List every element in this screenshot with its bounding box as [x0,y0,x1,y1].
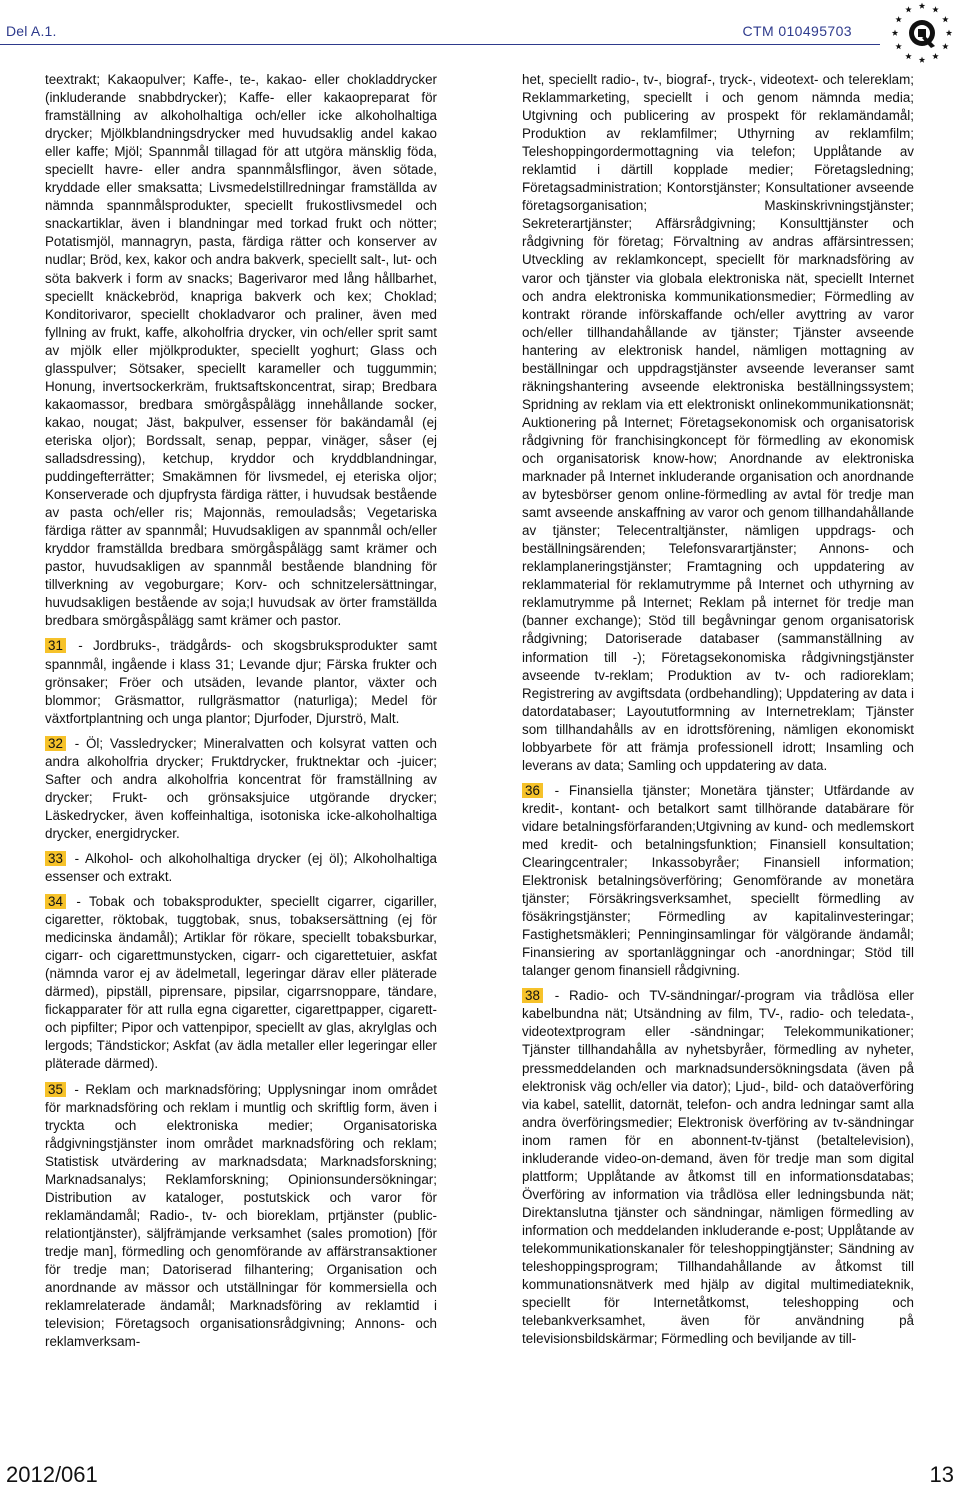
star-icon [895,16,901,22]
class-description: - Alkohol- och alkoholhaltiga drycker (ej öl); Alkoholhaltiga essenser och extrakt. [45,850,437,885]
class-description: - Tobak och tobaksprodukter, speciellt cigarrer, cigariller, cigaretter, röktobak, tuggtobak, snus, tobaksersättning (ej för medicinska ändamål); Artiklar för rökare, speciellt tobaksburkar, cigarr- och cigarettmunstycken, cigarr- och cigarettetuier, askfat (nämnda varor ej av ädelmetall, legeringar därav eller pläterade därmed), pipställ, piprensare, pipsilar, cigarrsnoppare, tändare, fickapparater för att rulla egna cigaretter, cigarettpapper, cigarett- och pipfilter; Pipor och vattenpipor, speciellt av glas, akrylglas och lergods; Tändstickor; Askfat (av ädla metaller eller legeringar eller pläterade därmed). [45,894,437,1072]
class-entry [45,1081,437,1352]
class-description: - Radio- och TV-sändningar/-program via trådlösa eller kabelbundna nät; Utsändning av film, TV-, radio- och teledata-, videotextprogram eller -sändningar; Telekommunikationer; Tjänster tillhandahålla av nyhetsbyråer, förmedling av nyheter, pressmeddelanden och marknadsundersökningsdata (även på elektronisk väg och/eller via dator); Ljud-, bild- och dataöverföring via kabel, satellit, datornät, telefon- och andra ledningar samt alla andra överföringsmedier; Elektronisk överföring av tv-sändningar inom ramen för en abonnent-tv-tjänst (betaltelevision), inkluderande video-on-demand, även för tredje man som digital plattform; Upplåtande av åtkomst till en informationsdatabas; Överföring av information via trådlösa eller ledningsbunda nät; Direktanslutna tjänster och sändningar, nämligen förmedling av information och meddelanden inkluderande e-post; Upplåtande av telekommunikationskanaler för teleshoppingtjänster; Sändning av teleshoppingsprogram; Tillhandahållande av åtkomst till kommunationsnätverk med hjälp av digital multimediateknik, speciellt för Internetåtkomst, teleshopping och telebankverksamhet, även för användning på televisionsbildskärmar; Förmedling och beviljande av till- [522,988,914,1347]
star-icon [919,57,925,63]
star-icon [946,30,952,36]
class-entry [522,987,914,1348]
star-icon [932,6,938,12]
class-number-badge: 35 [45,1082,66,1097]
class-entry [522,782,914,981]
class-description: - Reklam och marknadsföring; Upplysningar inom området för marknadsföring och reklam i muntlig och skriftlig form, även i tryckta och elektroniska medier; Organisatoriska rådgivningstjänster inom området marknadsföring och reklam; Statistisk utvärdering av marknadsdata; Marknadsforskning; Marknadsanalys; Reklamforskning; Opinionsundersökningar; Distribution av kataloger, postutskick och varor för reklamändamål; Radio-, tv- och bioreklam, prtjänster (public-relationtjänster), säljfrämjande verksamhet (sales promotion) [för tredje man], förmedling och genomförande av affärstransaktioner för tredje man; Datoriserad filhantering; Organisation och anordnande av mässor och utställningar för kommersiella och reklamrelaterade ändamål; Marknadsföring av reklamtid i television; Företagsoch organisationsrådgivning; Annons- och reklamverksam- [45,1081,437,1350]
class-number-badge: 33 [45,851,66,866]
eu-stars-oami-logo-icon [887,2,957,68]
star-icon [942,43,948,49]
left-column [45,71,437,1358]
class-entry [45,850,437,886]
class-entry [45,893,437,1073]
star-icon [942,16,948,22]
class-description: - Jordbruks-, trädgårds- och skogsbruksprodukter samt spannmål, ingående i klass 31; Levande djur; Färska frukter och grönsaker; Fröer och utsäden, levande plantor, växter och blommor; Gräsmattor, rullgräsmattor (naturliga); Medel för växtfortplantning och unga plantor; Djurfoder, Djurströ, Malt. [45,638,437,726]
star-icon [905,6,911,12]
footer-page-number: 13 [929,1462,954,1487]
class-entry [45,637,437,727]
class-number-badge: 31 [45,638,66,653]
star-icon [892,30,898,36]
class-number-badge: 36 [522,783,543,798]
class-number-badge: 34 [45,894,66,909]
header-part-label: Del A.1. [6,23,57,39]
oami-emblem-icon [909,20,935,48]
header-ctm-number: CTM 010495703 [742,23,852,39]
right-continuation-text: het, speciellt radio-, tv-, biograf-, tryck-, videotext- och telereklam; Reklammarketing, speciellt i och genom nämnda media; Utgivning och publicering av prospekt för reklamändamål; Produktion av reklamfilmer; Uthyrning av reklamfilm; Teleshoppingordermottagning via telefon; Upplåtande av reklamtid i därtill kopplade medier; Företagsledning; Företagsadministration; Kontorstjänster; Konsultationer avseende företagsorganisation; Maskinskrivningstjänster; Sekreterartjänster; Affärsrådgivning; Konsulttjänster och rådgivning för företag; Förvaltning av andras affärsintressen; Utveckling av reklamkoncept, speciellt för marknadsföring av varor och tjänster via globala elektroniska nät, speciellt Internet och andra elektroniska kommunikationsmedier; Förmedling av kontrakt rörande införskaffande och/eller avyttring av varor och/eller tillhandahållande av tjänster; Tjänster avseende hantering av elektronisk handel, nämligen mottagning av beställningar och uppdragstjänster avseende leveranser samt räkningshantering avseende elektroniska beställningssystem; Spridning av reklam via ett elektroniskt onlinekommunikationsnät; Auktionering på Internet; Företagsekonomisk och organisatorisk rådgivning för franchisingkoncept för förmedling av ekonomisk och organisatorisk know-how; Anordnande av elektroniska marknader på Internet inkluderande organisation och anordnande av bytesbörser genom online-förmedling av avtal för tredje man samt avseende anskaffning av varor och genom tillhandahållande av tjänster; Telecentraltjänster, nämligen uppdrags- och beställningsärenden; Telefonsvarartjänster; Annons- och reklamplaneringstjänster; Framtagning och uppdatering av reklammaterial för reklamutrymme på Internet och uthyrning av reklamutrymme på Internet; Reklam på internet för tredje man (banner exchange); Stöd till begåvningar genom organisatorisk rådgivning; Datoriserade databaser (sammanställning av information till -); Företagsekonomiska rådgivningstjänster avseende tv-reklam; Produktion av tv- och radioreklam; Registrering av avgiftsdata (ordbehandling); Uppdatering av data i datordatabaser; Layoututformning av Internetreklam; Tjänster som tillhandahålls av en idrottsförening, nämligen ekonomiskt lobbyarbete för att främja professionell idrott; Insamling och leverans av data; Samling och uppdatering av data. [522,72,914,773]
right-column [522,71,914,1355]
class-description: - Finansiella tjänster; Monetära tjänster; Utfärdande av kredit-, kontant- och betalkort samt tillhörande databärare för vidare betalningsförfaranden;Utgivning av kund- och medlemskort med kredit- och betalningsfunktion; Finansiell konsultation; Clearingcentraler; Inkassobyråer; Finansiell information; Elektronisk betalningsöverföring; Genomförande av monetära tjänster; Försäkringsverksamhet, speciellt förmedling av fösäkringstjänster; Förmedling av kapitalinvesteringar; Fastighetsmäkleri; Penninginsamlingar för välgörande ändamål; Finansiering av sportanläggningar och -anordningar; Stöd till talanger genom finansiell rådgivning. [522,782,914,979]
class-entry [45,735,437,843]
star-icon [919,3,925,9]
left-continuation-text: teextrakt; Kakaopulver; Kaffe-, te-, kakao- eller chokladdrycker (inkluderande snabbdrycker); Kaffe- eller kakaopreparat för framställning av alkoholhaltiga och/eller icke alkoholhaltiga drycker; Mjölkblandningsdrycker med huvudsaklig andel kakao eller kaffe; Mjöl; Spannmål tillagad för att utgöra mänsklig föda, speciellt havre- eller andra spannmålsflingor, även sötade, kryddade eller smaksatta; Livsmedelstillredningar framställda av nämnda spannmålsprodukter, speciellt frukostlivsmedel och snackartiklar, även i blandningar med torkad frukt och nötter; Potatismjöl, mannagryn, pasta, färdiga rätter och konserver av nudlar; Bröd, kex, kakor och andra bakverk, speciellt salt-, lut- och söta bakverk i form av snacks; Bagerivaror med lång hållbarhet, speciellt knäckebröd, knapriga bakverk och kex; Choklad; Konditorivaror, speciellt chokladvaror och praliner, även med fyllning av frukt, kaffe, alkoholfria drycker, vin och/eller sprit samt av mjölk eller mjölkprodukter, speciellt yoghurt; Glass och glasspulver; Sötsaker, speciellt karameller och tuggummin; Honung, invertsockerkräm, fruktsaftskoncentrat, sirap; Bredbara kakaomassor, bredbara smörgåspålägg innehållande socker, kakao, nougat; Jäst, bakpulver, essenser för bakändamål (ej eteriska oljor); Bordssalt, senap, peppar, vinäger, såser (ej salladsdressing), ketchup, kryddor och kryddblandningar, puddingefterrätter; Smakämnen för livsmedel, ej eteriska oljor; Konserverade och djupfrysta färdiga rätter, i huvudsak bestående av pasta och/eller ris; Majonnäs, remouladsås; Vegetariska färdiga rätter av spannmål; Huvudsakligen av spannmål och/eller kryddor framställda bredbara smörgåspålägg samt krämer och pastor, huvudsakligen av spannmål bestående blandning för tillverkning av vegoburgare; Korv- och schnitzelersättningar, huvudsakligen bestående av soja;I huvudsak av örter framställda bredbara smörgåspålägg samt krämer och pastor. [45,72,437,629]
footer-issue-number: 2012/061 [6,1462,98,1487]
class-description: - Öl; Vassledrycker; Mineralvatten och kolsyrat vatten och andra alkoholfria drycker; Fruktdrycker, fruktnektar och -juicer; Safter och andra alkoholfria koncentrat för framställning av drycker; Frukt- och grönsaksjuice utgörande drycker; Läskedrycker, även koffeinhaltiga, isotoniska icke-alkoholhaltiga drycker, energidrycker. [45,735,437,841]
class-number-badge: 38 [522,988,543,1003]
class-number-badge: 32 [45,736,66,751]
header-rule [0,44,880,45]
star-icon [905,53,911,59]
star-icon [932,53,938,59]
star-icon [895,43,901,49]
